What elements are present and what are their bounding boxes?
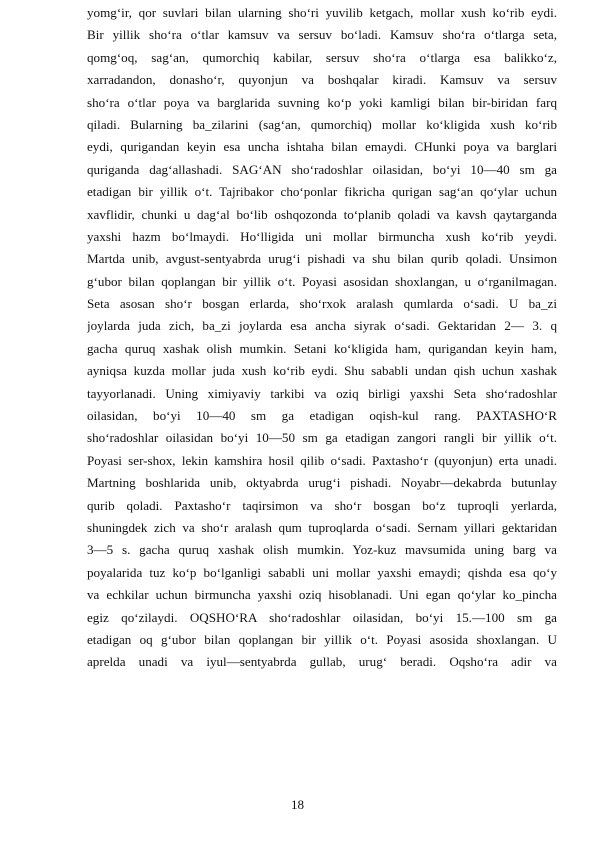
text-line: yaxshi hazm bo‘lmaydi. Ho‘lligida uni mollar birmuncha xush ko‘rib yeydi. (87, 228, 557, 244)
text-line: Seta asosan sho‘r bosgan erlarda, sho‘rxok aralash qumlarda o‘sadi. U ba_zi (87, 296, 557, 312)
text-line: sho‘radoshlar oilasidan bo‘yi 10—50 sm ga etadigan zangori rangli bir yillik o‘t. (87, 430, 557, 446)
text-line: Poyasi ser-shox, lekin kamshira hosil qilib o‘sadi. Paxtasho‘r (quyonjun) erta unadi. (87, 452, 557, 468)
text-line: qomg‘oq, sag‘an, qumorchiq kabilar, sersuv sho‘ra o‘tlarga esa balikko‘z, (87, 49, 557, 65)
text-line: Martda unib, avgust-sentyabrda urug‘i pishadi va shu bilan qurib qoladi. Unsimon (87, 251, 557, 267)
page-number: 18 (290, 797, 305, 812)
text-line: ayniqsa kuzda mollar juda xush ko‘rib eydi. Shu sababli undan qish uchun xashak (87, 363, 557, 379)
text-line: qurib qoladi. Paxtasho‘r taqirsimon va sho‘r bosgan bo‘z tuproqli yerlarda, (87, 497, 557, 513)
text-line: Bir yillik sho‘ra o‘tlar kamsuv va sersuv bo‘ladi. Kamsuv sho‘ra o‘tlarga seta, (87, 27, 557, 43)
text-line: etadigan oq g‘ubor bilan qoplangan bir yillik o‘t. Poyasi asosida shoxlangan. U (87, 631, 557, 647)
text-line: g‘ubor bilan qoplangan bir yillik o‘t. Poyasi asosidan shoxlangan, u o‘rganilmagan. (87, 273, 557, 289)
text-line: eydi, qurigandan keyin esa uncha ishtaha bilan emaydi. CHunki poya va barglari (87, 139, 557, 155)
text-line: oilasidan, bo‘yi 10—40 sm ga etadigan oqish-kul rang. PAXTASHO‘R (87, 408, 557, 424)
text-line: va echkilar uchun birmuncha yaxshi oziq hisoblanadi. Uni egan qo‘ylar ko_pincha (87, 587, 557, 603)
text-line: 3—5 s. gacha quruq xashak olish mumkin. Yoz-kuz mavsumida uning barg va (87, 542, 557, 558)
text-line: yomg‘ir, qor suvlari bilan ularning sho‘ri yuvilib ketgach, mollar xush ko‘rib eydi. (87, 5, 557, 20)
text-line: tayyorlanadi. Uning ximiyaviy tarkibi va oziq birligi yaxshi Seta sho‘radoshlar (87, 385, 557, 401)
text-line: xarradandon, donasho‘r, quyonjun va boshqalar kiradi. Kamsuv va sersuv (87, 72, 557, 88)
text-line: Martning boshlarida unib, oktyabrda urug‘i pishadi. Noyabr—dekabrda butunlay (87, 475, 557, 491)
text-line: egiz qo‘zilaydi. OQSHO‘RA sho‘radoshlar oilasidan, bo‘yi 15.—100 sm ga (87, 609, 557, 625)
text-line: shuningdek zich va sho‘r aralash qum tuproqlarda o‘sadi. Sernam yillari gektaridan (87, 519, 557, 535)
body-text (87, 2, 557, 674)
text-line: qiladi. Bularning ba_zilarini (sag‘an, qumorchiq) mollar ko‘kligida xush ko‘rib (87, 116, 557, 132)
text-line: xavflidir, chunki u dag‘al bo‘lib oshqozonda to‘planib qoladi va kavsh qaytarganda (87, 206, 557, 222)
text-line: poyalarida tuz ko‘p bo‘lganligi sababli uni mollar yaxshi emaydi; qishda esa qo‘y (87, 564, 557, 580)
text-line: etadigan bir yillik o‘t. Tajribakor cho‘ponlar fikricha qurigan sag‘an qo‘ylar uchun (87, 184, 557, 200)
text-line: quriganda dag‘allashadi. SAG‘AN sho‘radoshlar oilasidan, bo‘yi 10—40 sm ga (87, 161, 557, 177)
text-line: joylarda juda zich, ba_zi joylarda esa ancha siyrak o‘sadi. Gektaridan 2— 3. q (87, 318, 557, 334)
text-line: aprelda unadi va iyul—sentyabrda gullab, urug‘ beradi. Oqsho‘ra adir va (87, 654, 557, 670)
text-line: gacha quruq xashak olish mumkin. Setani ko‘kligida ham, qurigandan keyin ham, (87, 340, 557, 356)
text-line: sho‘ra o‘tlar poya va barglarida suvning ko‘p yoki kamligi bilan bir-biridan farq (87, 94, 557, 110)
